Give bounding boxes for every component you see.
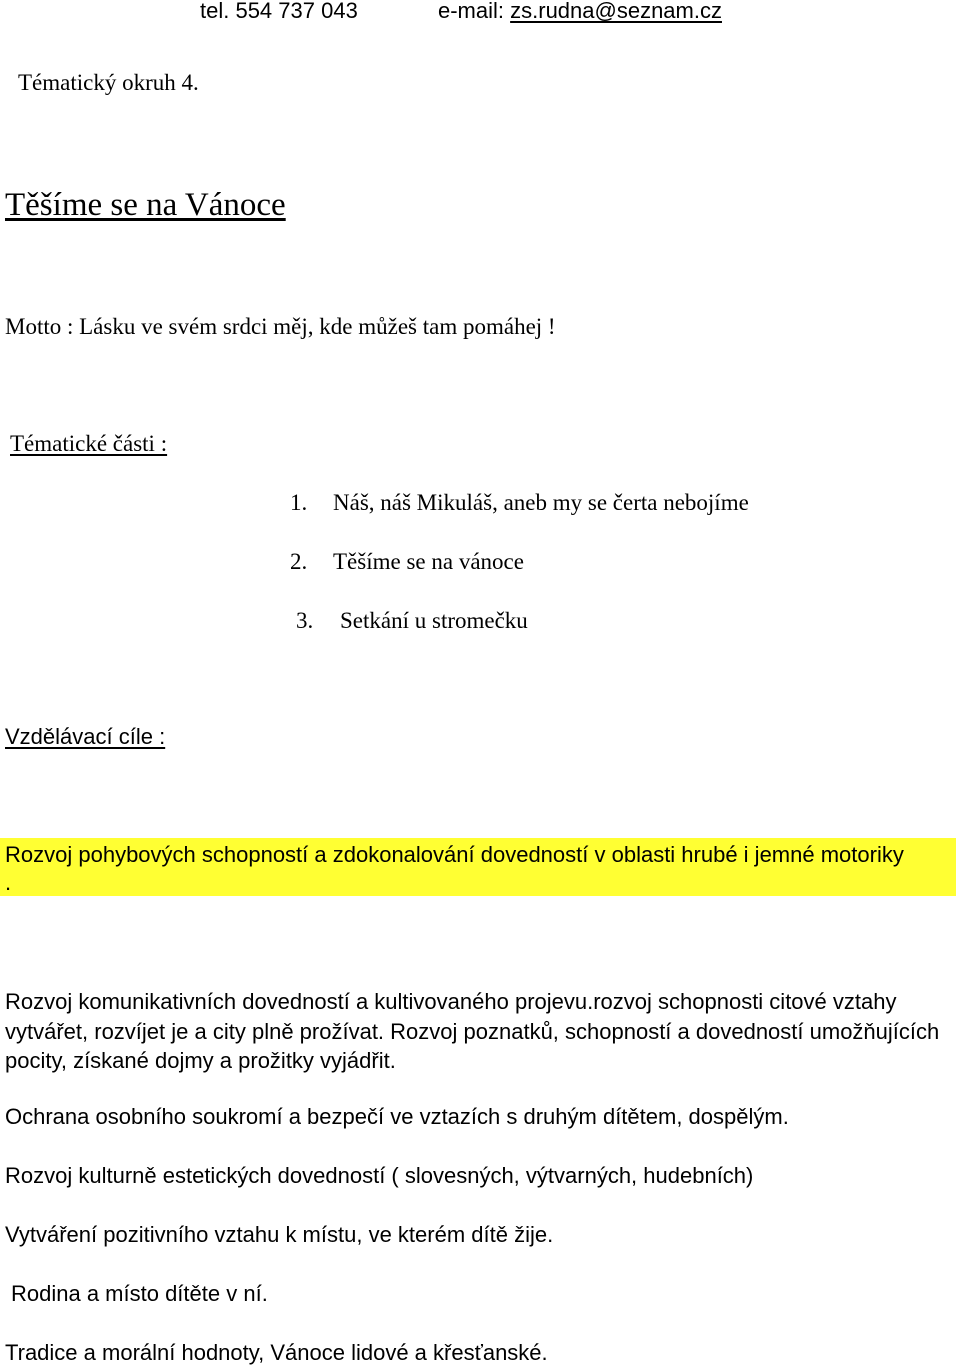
contact-email: [438, 0, 722, 24]
goal-paragraph: Rozvoj komunikativních dovedností a kultivovaného projevu.rozvoj schopnosti citové vztahy vytvářet, rozvíjet je a city plně prožívat. Rozvoj poznatků, schopností a dovedností umožňujících pocity, získané dojmy a prožitky vyjádřit.: [5, 989, 940, 1073]
goal-item: Tradice a morální hodnoty, Vánoce lidové a křesťanské.: [5, 1340, 548, 1365]
list-item-text: Setkání u stromečku: [340, 608, 528, 633]
goal-item: Ochrana osobního soukromí a bezpečí ve vztazích s druhým dítětem, dospělým.: [5, 1104, 789, 1129]
motto: Motto : Lásku ve svém srdci měj, kde můžeš tam pomáhej !: [5, 314, 556, 339]
email-label: e-mail:: [438, 0, 511, 23]
goal-item: Vytváření pozitivního vztahu k místu, ve kterém dítě žije.: [5, 1222, 554, 1247]
list-item-number: 1.: [290, 490, 308, 515]
list-item-text: Těšíme se na vánoce: [333, 549, 524, 574]
document-title: Těšíme se na Vánoce: [5, 187, 286, 223]
goal-item: Rodina a místo dítěte v ní.: [11, 1281, 268, 1306]
email-link[interactable]: zs.rudna@seznam.cz: [510, 0, 722, 23]
thematic-parts-heading: Tématické části :: [10, 431, 168, 456]
goal-item: Rozvoj kulturně estetických dovedností ( slovesných, výtvarných, hudebních): [5, 1163, 754, 1188]
list-item-number: 2.: [290, 549, 308, 574]
educational-goals-heading: Vzdělávací cíle :: [5, 724, 166, 749]
theme-area-label: Tématický okruh 4.: [18, 70, 199, 95]
list-item-number: 3.: [296, 608, 314, 633]
list-item-text: Náš, náš Mikuláš, aneb my se čerta nebojíme: [333, 490, 749, 515]
highlighted-goal-dot: .: [5, 870, 12, 895]
contact-phone: tel. 554 737 043: [200, 0, 358, 23]
highlighted-goal: Rozvoj pohybových schopností a zdokonalování dovedností v oblasti hrubé i jemné motoriky: [5, 842, 904, 867]
